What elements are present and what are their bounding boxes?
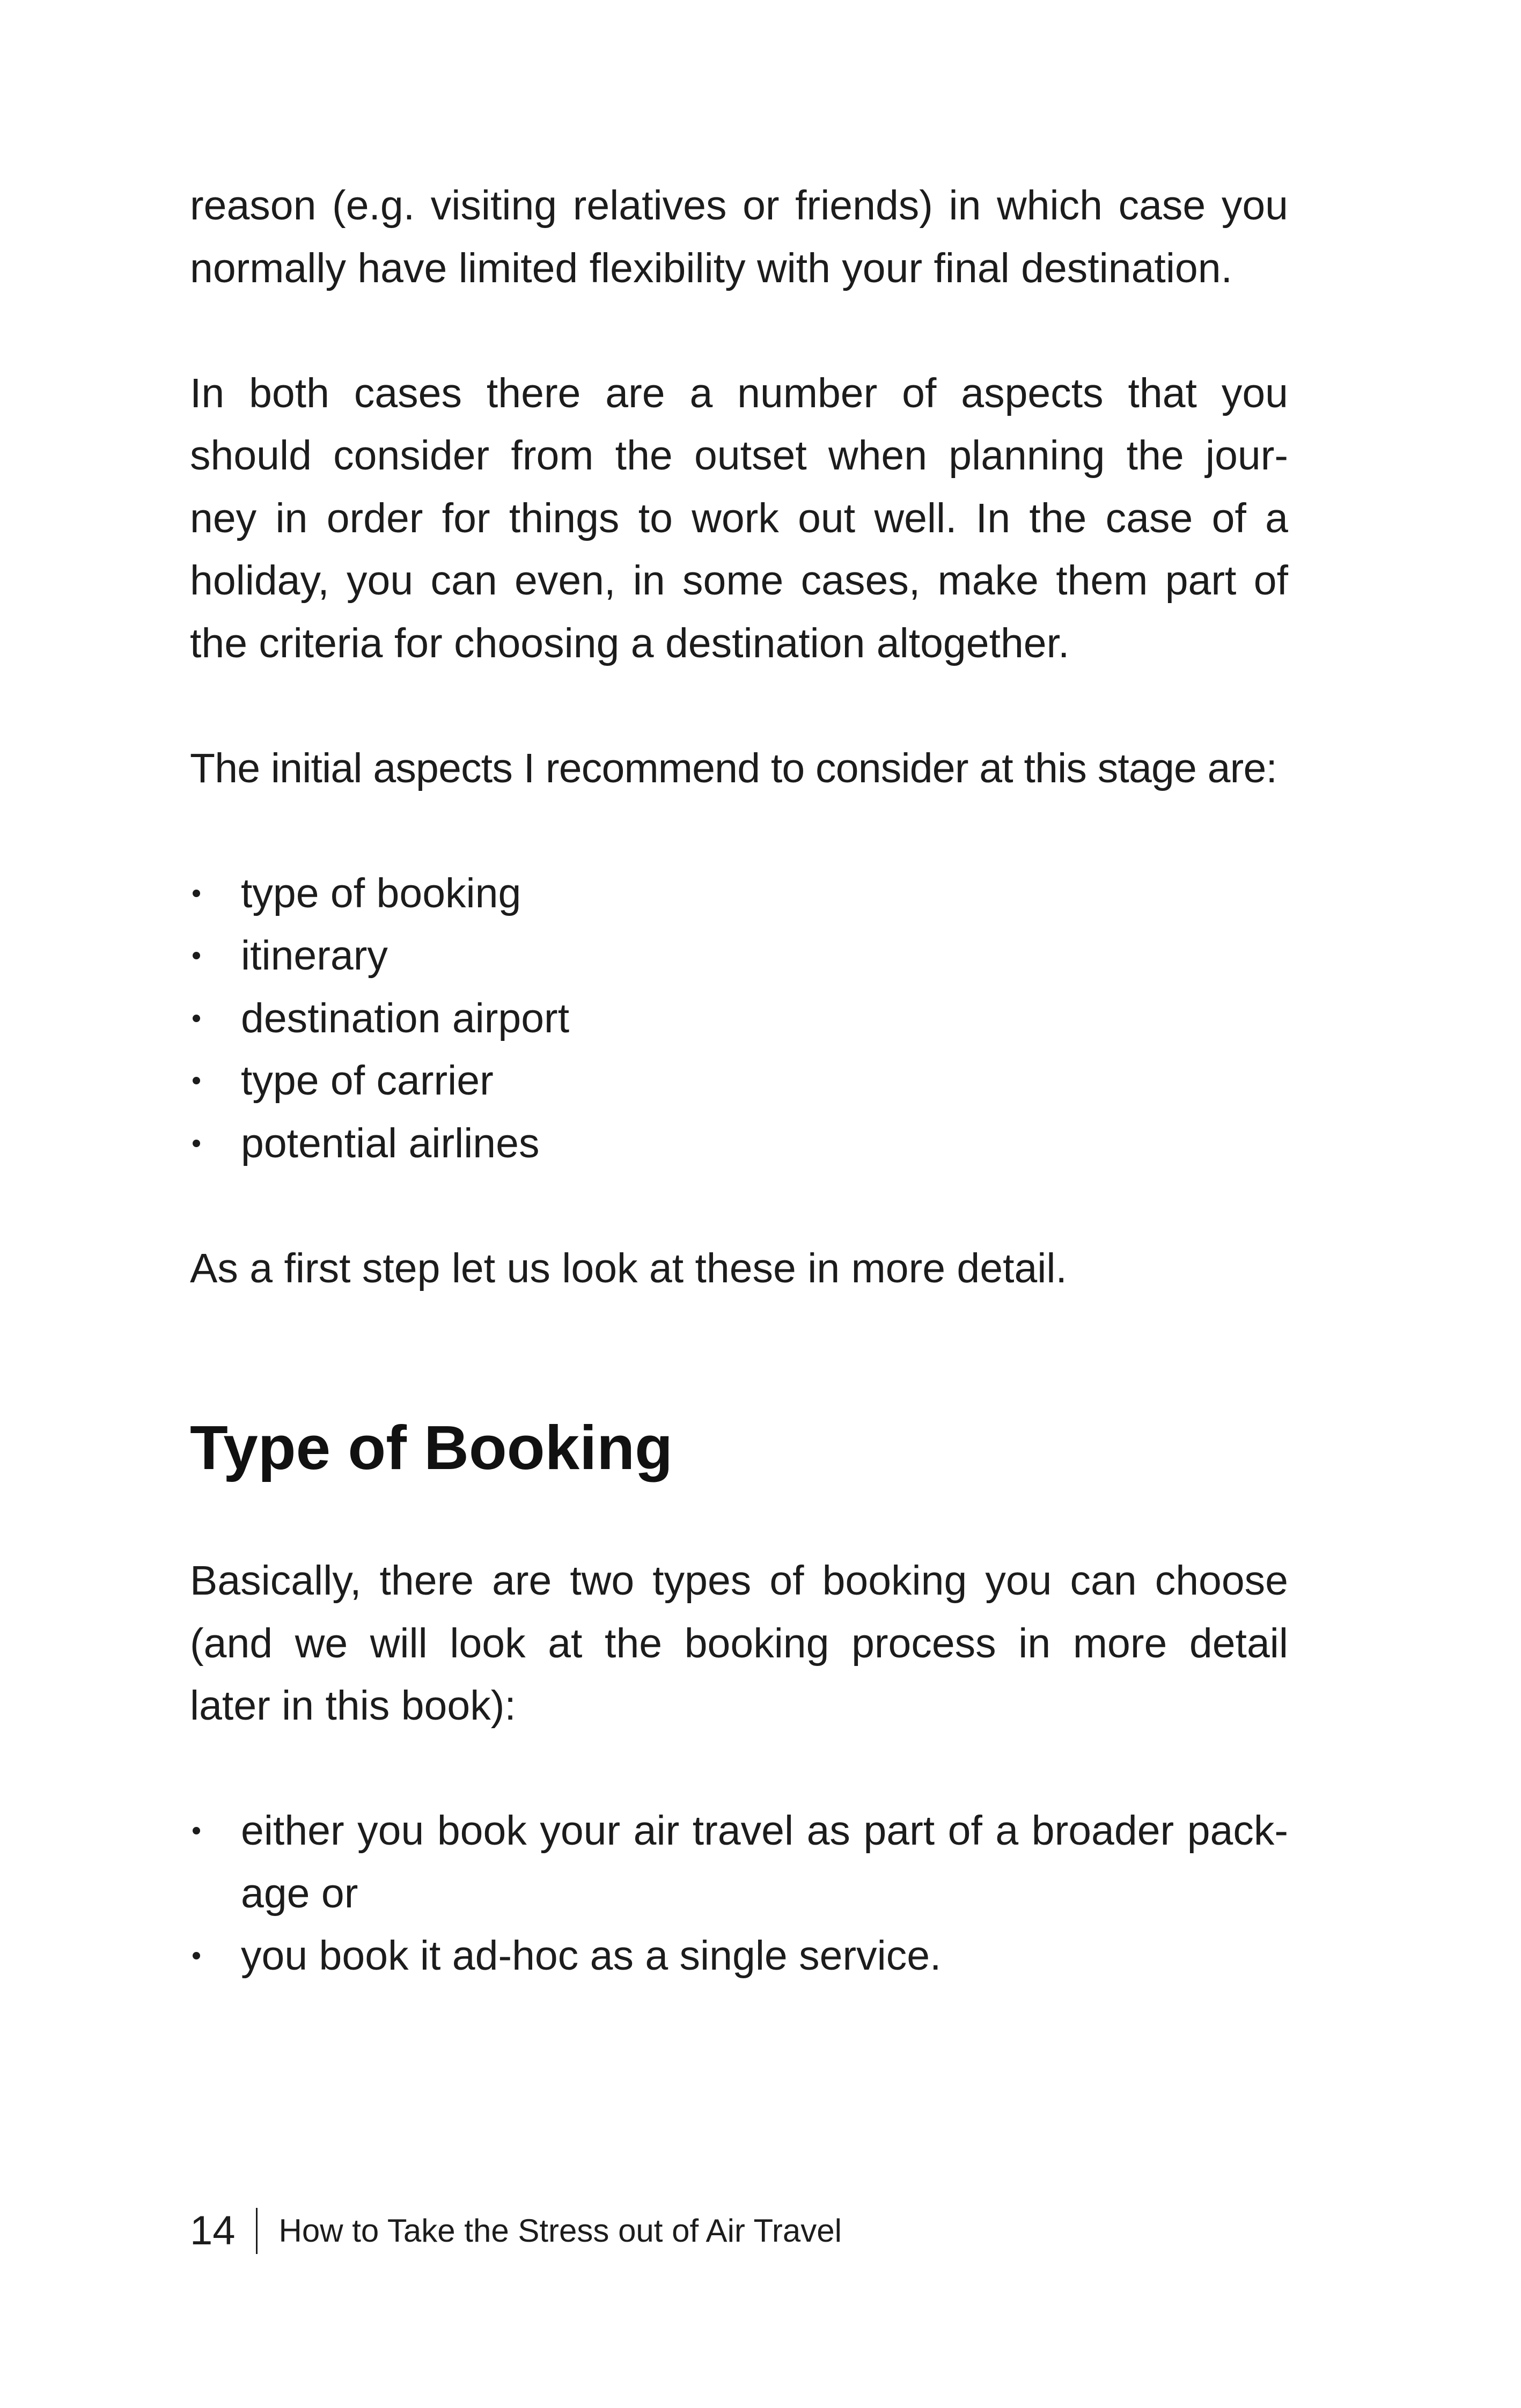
list-item (190, 924, 1288, 987)
list-item-text: type of carrier (241, 1058, 494, 1104)
list-item (190, 1049, 1288, 1112)
body-paragraph (190, 737, 1288, 800)
bullet-icon (193, 952, 200, 959)
bullet-icon (193, 890, 200, 897)
booking-options-list (190, 1800, 1288, 1987)
bullet-icon (193, 1015, 200, 1022)
list-item-text: potential airlines (241, 1120, 540, 1166)
paragraph-line: holiday, you can even, in some cases, make them part of (190, 557, 1288, 604)
list-item (190, 862, 1288, 925)
list-item (190, 987, 1288, 1050)
aspects-list (190, 862, 1288, 1175)
list-item-text: destination airport (241, 995, 570, 1041)
paragraph-line: (and we will look at the booking process in more detail (190, 1620, 1288, 1666)
list-item-text: either you book your air travel as part of a broader pack- (241, 1808, 1288, 1854)
page-body (190, 174, 1288, 2050)
list-item (190, 1112, 1288, 1175)
body-paragraph (190, 362, 1288, 675)
paragraph-line: As a first step let us look at these in more detail. (190, 1245, 1067, 1291)
list-item-text: age or (241, 1870, 358, 1917)
bullet-icon (193, 1827, 200, 1834)
paragraph-line: Basically, there are two types of booking you can choose (190, 1558, 1288, 1604)
body-paragraph (190, 1550, 1288, 1737)
bullet-icon (193, 1077, 200, 1084)
page-number: 14 (190, 2208, 236, 2253)
footer-divider (256, 2208, 258, 2254)
list-item (190, 1925, 1288, 1987)
body-paragraph (190, 1237, 1288, 1300)
paragraph-line: In both cases there are a number of aspects that you (190, 370, 1288, 416)
list-item-text: itinerary (241, 933, 388, 979)
paragraph-line: later in this book): (190, 1683, 516, 1729)
bullet-icon (193, 1952, 200, 1959)
paragraph-line: ney in order for things to work out well. In the case of a (190, 495, 1288, 541)
list-item-text: you book it ad-hoc as a single service. (241, 1933, 942, 1979)
body-paragraph (190, 174, 1288, 299)
page-footer (190, 2200, 842, 2262)
list-item (190, 1800, 1288, 1925)
bullet-icon (193, 1140, 200, 1147)
paragraph-line: reason (e.g. visiting relatives or friends) in which case you (190, 182, 1288, 229)
running-title: How to Take the Stress out of Air Travel (278, 2213, 842, 2249)
paragraph-line: normally have limited flexibility with your final destination. (190, 245, 1232, 291)
paragraph-line: the criteria for choosing a destination altogether. (190, 620, 1070, 666)
list-item-text: type of booking (241, 870, 521, 916)
section-heading: Type of Booking (190, 1413, 673, 1482)
paragraph-line: should consider from the outset when planning the jour- (190, 432, 1288, 479)
paragraph-line: The initial aspects I recommend to consider at this stage are: (190, 745, 1277, 791)
